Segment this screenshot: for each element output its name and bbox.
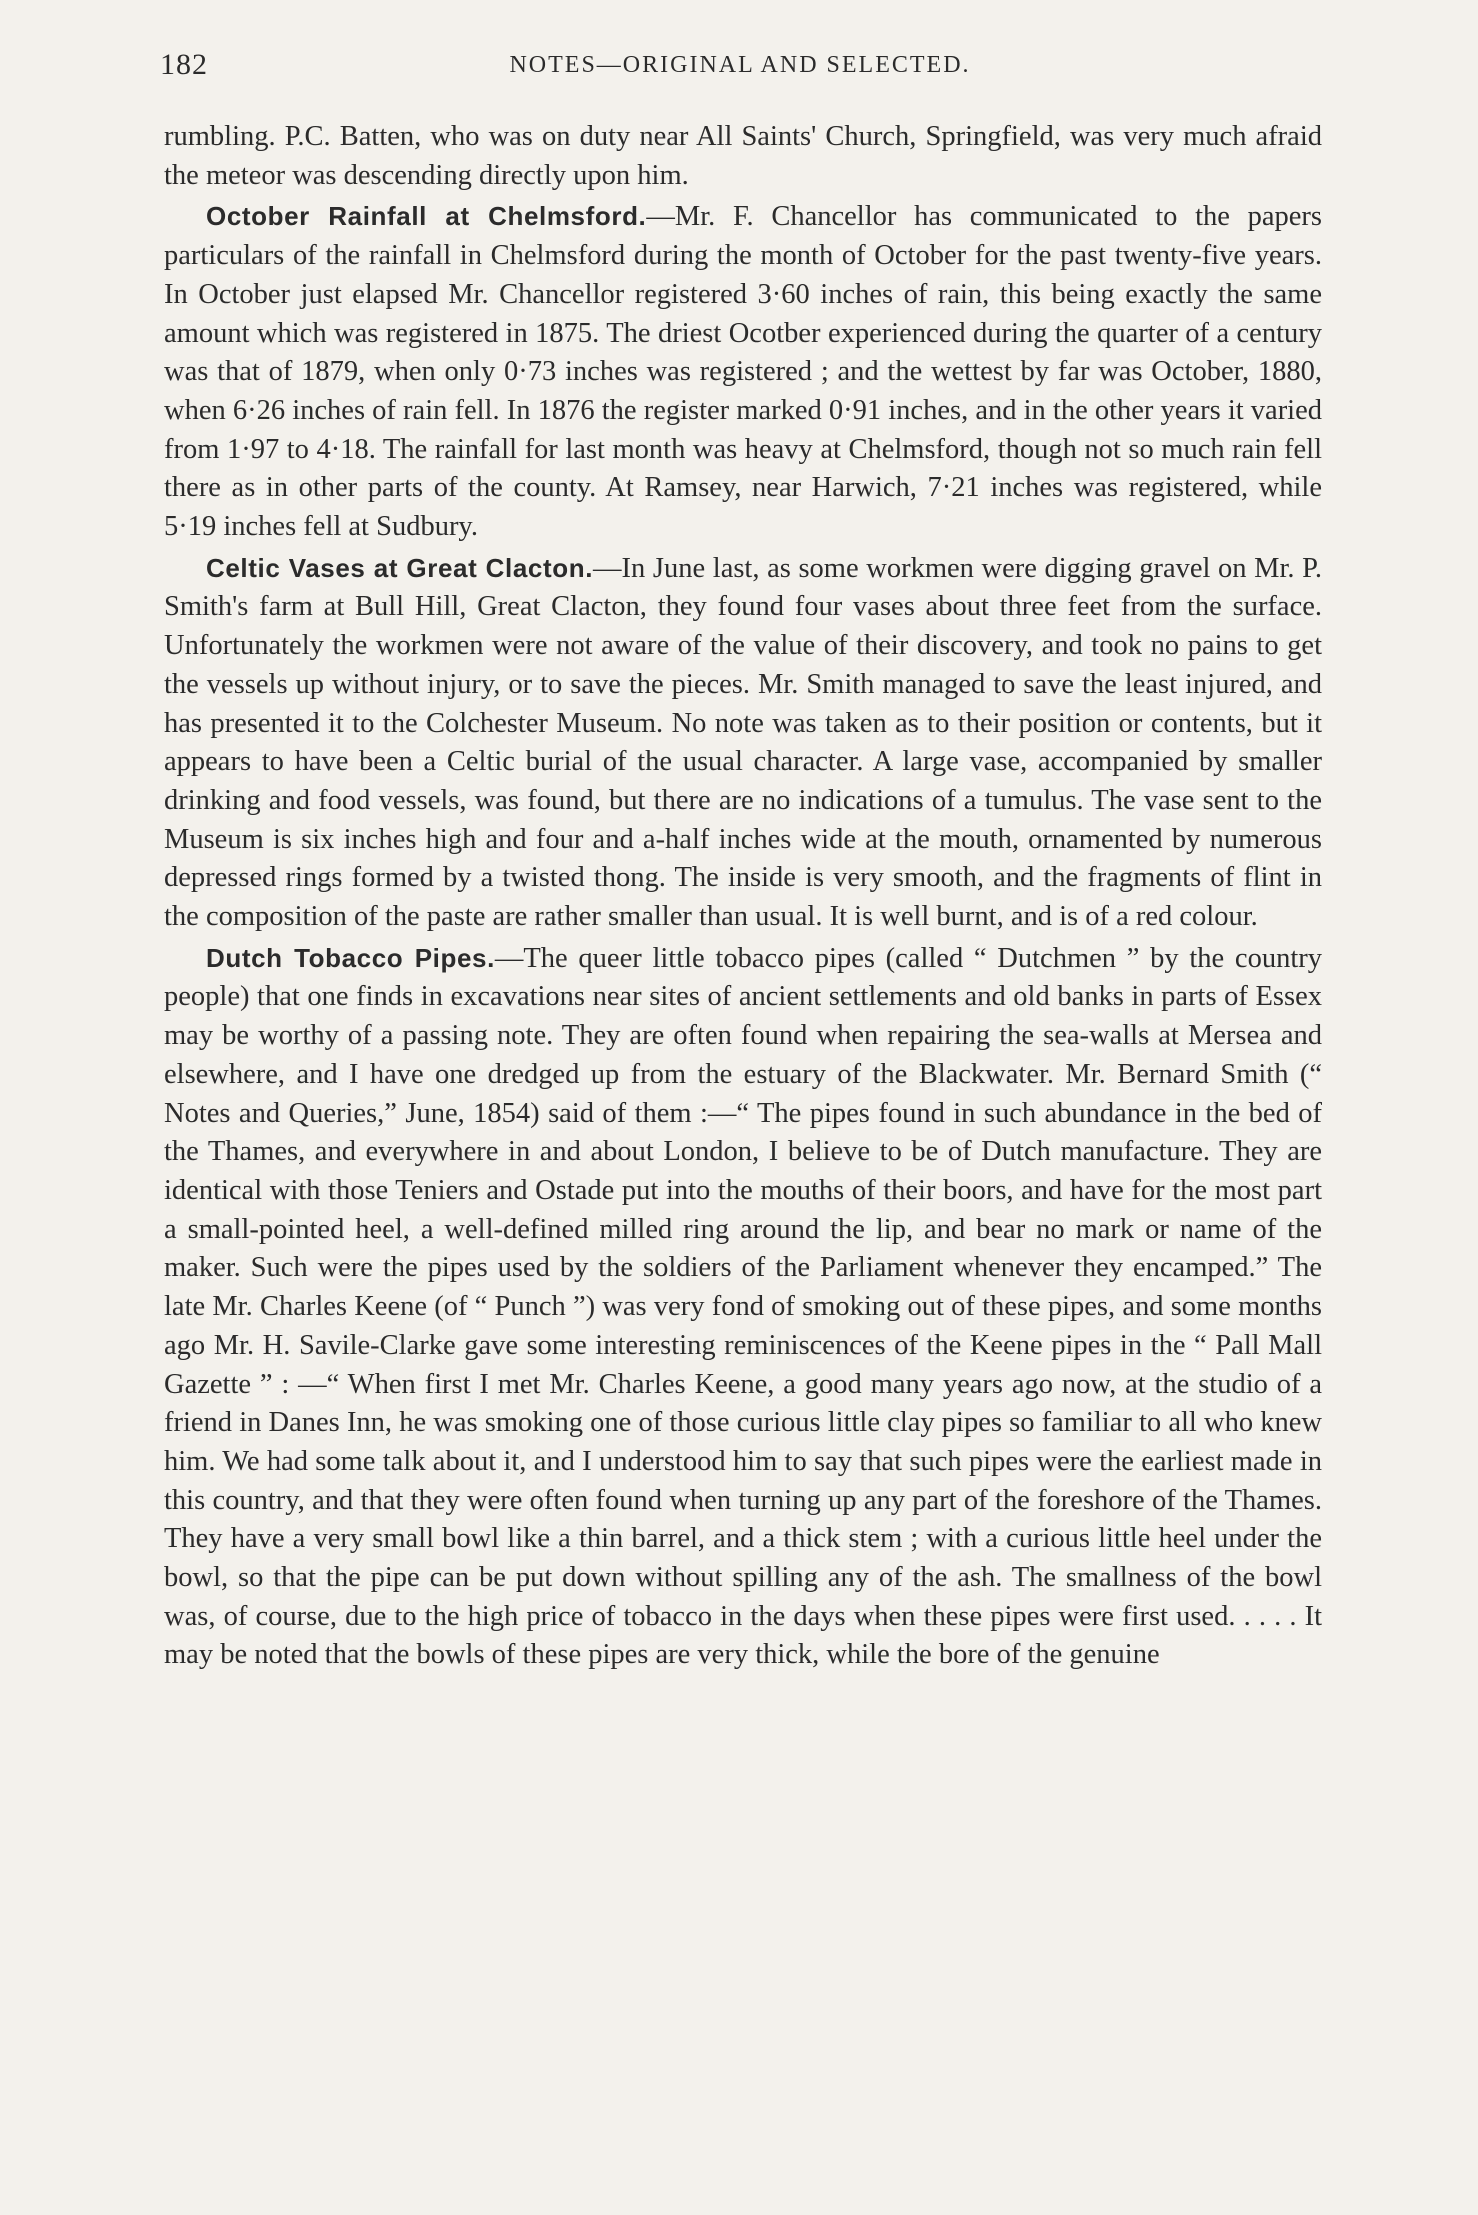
paragraph-text: —Mr. F. Chancellor has communicated to the papers particulars of the rainfall in Chelmsford during the month of October for the past twenty-five years. In October just elapsed Mr. Chancellor registered 3·60 inches of rain, this being exactly the same amount which was registered in 1875. The driest Ocotber experienced during the quarter of a century was that of 1879, when only 0·73 inches was registered ; and the wettest by far was October, 1880, when 6·26 inches of rain fell. In 1876 the register marked 0·91 inches, and in the other years it varied from 1·97 to 4·18. The rainfall for last month was heavy at Chelmsford, though not so much rain fell there as in other parts of the county. At Ramsey, near Harwich, 7·21 inches was registered, while 5·19 inches fell at Sudbury. [164,201,1322,543]
section-heading: Dutch Tobacco Pipes. [206,942,495,973]
paragraph-text: —The queer little tobacco pipes (called “ Dutchmen ” by the country people) that one finds in excavations near sites of ancient settlements and old banks in parts of Essex may be worthy of a passing note. They are often found when repairing the sea-walls at Mersea and elsewhere, and I have one dredged up from the estuary of the Blackwater. Mr. Bernard Smith (“ Notes and Queries,” June, 1854) said of them :—“ The pipes found in such abundance in the bed of the Thames, and everywhere in and about London, I believe to be of Dutch manufacture. They are identical with those Teniers and Ostade put into the mouths of their boors, and have for the most part a small-pointed heel, a well-defined milled ring around the lip, and bear no mark or name of the maker. Such were the pipes used by the soldiers of the Parliament whenever they encamped.” The late Mr. Charles Keene (of “ Punch ”) was very fond of smoking out of these pipes, and some months ago Mr. H. Savile-Clarke gave some interesting reminiscences of the Keene pipes in the “ Pall Mall Gazette ” : —“ When first I met Mr. Charles Keene, a good many years ago now, at the studio of a friend in Danes Inn, he was smoking one of those curious little clay pipes so familiar to all who knew him. We had some talk about it, and I understood him to say that such pipes were the earliest made in this country, and that they were often found when turning up any part of the foreshore of the Thames. They have a very small bowl like a thin barrel, and a thick stem ; with a curious little heel under the bowl, so that the pipe can be put down without spilling any of the ash. The smallness of the bowl was, of course, due to the high price of tobacco in the days when these pipes were first used. . . . . It may be noted that the bowls of these pipes are very thick, while the bore of the genuine [164,942,1322,1671]
body-text [164,118,1322,1675]
page-number: 182 [160,48,208,81]
paragraph-text: rumbling. P.C. Batten, who was on duty near All Saints' Church, Springfield, was very much afraid the meteor was descending directly upon him. [164,121,1322,191]
section-heading: October Rainfall at Chelmsford. [206,201,647,232]
section-dutch-tobacco-pipes [164,939,1322,1675]
section-heading: Celtic Vases at Great Clacton. [206,552,594,583]
section-celtic-vases [164,549,1322,937]
running-head [160,48,1320,88]
paragraph-text: —In June last, as some workmen were digging gravel on Mr. P. Smith's farm at Bull Hill, Great Clacton, they found four vases about three feet from the surface. Unfortunately the workmen were not aware of the value of their discovery, and took no pains to get the vessels up without injury, or to save the pieces. Mr. Smith managed to save the least injured, and has presented it to the Colchester Museum. No note was taken as to their position or contents, but it appears to have been a Celtic burial of the usual character. A large vase, accompanied by smaller drinking and food vessels, was found, but there are no indications of a tumulus. The vase sent to the Museum is six inches high and four and a-half inches wide at the mouth, ornamented by numerous depressed rings formed by a twisted thong. The inside is very smooth, and the fragments of flint in the composition of the paste are rather smaller than usual. It is well burnt, and is of a red colour. [164,552,1323,933]
running-title: NOTES—ORIGINAL AND SELECTED. [509,52,971,78]
section-october-rainfall [164,197,1322,546]
paragraph-continuation [164,118,1322,195]
